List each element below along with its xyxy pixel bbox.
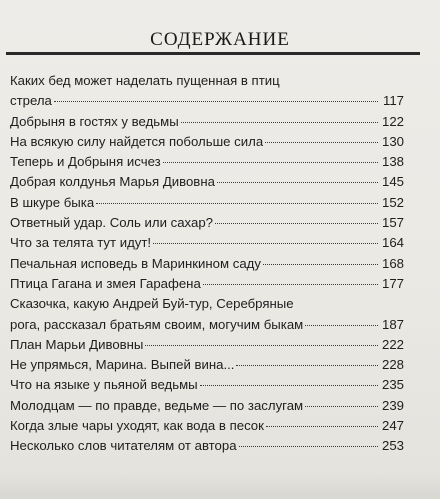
toc-entry: [10, 254, 404, 274]
toc-page-number: 152: [381, 194, 404, 210]
toc-entry-title: Печальная исповедь в Маринкином саду: [10, 255, 261, 271]
toc-entry-title: Что за телята тут идут!: [10, 235, 152, 251]
toc-page-number: 122: [381, 113, 404, 129]
toc-entry-title: Не упрямься, Марина. Выпей вина...: [10, 357, 235, 373]
toc-page-number: 228: [381, 357, 404, 373]
toc-entry-line: [10, 315, 404, 335]
toc-page-number: 235: [381, 377, 404, 393]
dot-leader: [181, 121, 378, 123]
toc-entry-line: [10, 91, 404, 111]
dot-leader: [263, 263, 378, 265]
toc-entry-line: [10, 355, 404, 375]
toc-entry-line: [10, 335, 404, 355]
dot-leader: [54, 100, 378, 102]
toc-page-number: 247: [381, 418, 404, 434]
toc-entry-title: В шкуре быка: [10, 194, 95, 210]
toc-entry-line: [10, 436, 404, 456]
toc-entry: [10, 335, 404, 355]
toc-entry: [10, 233, 404, 253]
toc-page-number: 138: [381, 154, 404, 170]
toc-page-number: 253: [381, 438, 404, 454]
dot-leader: [153, 242, 378, 244]
title-divider: [6, 52, 420, 55]
dot-leader: [239, 445, 378, 447]
toc-entry-line: [10, 254, 404, 274]
toc-entry-title: рога, рассказал братьям своим, могучим быкам: [10, 316, 304, 332]
dot-leader: [163, 161, 378, 163]
dot-leader: [266, 425, 378, 427]
toc-entry-title: Добрая колдунья Марья Дивовна: [10, 174, 215, 190]
toc-entry-line: [10, 396, 404, 416]
toc-page-number: 117: [382, 93, 404, 109]
toc-entry: [10, 274, 404, 294]
page-shadow: [0, 471, 440, 499]
toc-page-number: 145: [381, 174, 404, 190]
toc-page-number: 164: [381, 235, 404, 251]
dot-leader: [265, 141, 378, 143]
dot-leader: [96, 202, 378, 204]
toc-entry-line: [10, 274, 404, 294]
toc-entry: [10, 132, 404, 152]
toc-entry: [10, 416, 404, 436]
toc-page-number: 177: [381, 275, 404, 291]
table-of-contents: [10, 71, 404, 457]
toc-entry: [10, 193, 404, 213]
toc-entry: [10, 71, 404, 112]
toc-entry-line: [10, 152, 404, 172]
toc-entry-line: [10, 193, 404, 213]
dot-leader: [200, 384, 378, 386]
toc-entry-title: Молодцам — по правде, ведьме — по заслугам: [10, 397, 304, 413]
toc-entry-title: Несколько слов читателям от автора: [10, 438, 237, 454]
toc-page-number: 222: [381, 336, 404, 352]
toc-entry-title: Что на языке у пьяной ведьмы: [10, 377, 198, 393]
toc-entry-line: [10, 132, 404, 152]
toc-entry-title: стрела: [10, 93, 52, 109]
toc-entry: [10, 213, 404, 233]
toc-entry-line: [10, 233, 404, 253]
dot-leader: [305, 324, 378, 326]
toc-page-number: 168: [381, 255, 404, 271]
toc-entry: [10, 152, 404, 172]
toc-page-number: 239: [381, 397, 404, 413]
toc-entry: [10, 375, 404, 395]
toc-entry-line: [10, 416, 404, 436]
toc-entry-title: На всякую силу найдется побольше сила: [10, 133, 264, 149]
dot-leader: [236, 364, 378, 366]
dot-leader: [145, 344, 378, 346]
toc-entry-line: [10, 112, 404, 132]
dot-leader: [215, 222, 378, 224]
toc-entry-line: [10, 375, 404, 395]
dot-leader: [203, 283, 378, 285]
toc-entry: [10, 396, 404, 416]
toc-page-number: 130: [381, 133, 404, 149]
toc-entry: [10, 172, 404, 192]
toc-entry-title: Добрыня в гостях у ведьмы: [10, 113, 179, 129]
toc-entry: [10, 112, 404, 132]
toc-entry: [10, 355, 404, 375]
toc-page-number: 187: [381, 316, 404, 332]
toc-entry-title-line: Каких бед может наделать пущенная в птиц: [10, 73, 280, 88]
toc-entry-line: [10, 172, 404, 192]
toc-entry-title-line: Сказочка, какую Андрей Буй-тур, Серебряные: [10, 296, 294, 312]
toc-entry-title: Теперь и Добрыня исчез: [10, 154, 161, 170]
toc-entry-line: [10, 213, 404, 233]
page-title: СОДЕРЖАНИЕ: [150, 29, 290, 50]
toc-entry-title: Птица Гагана и змея Гарафена: [10, 275, 201, 291]
toc-page-number: 157: [381, 215, 404, 231]
dot-leader: [305, 405, 378, 407]
toc-entry-title: Ответный удар. Соль или сахар?: [10, 215, 213, 231]
toc-entry-title: Когда злые чары уходят, как вода в песок: [10, 418, 264, 434]
dot-leader: [217, 181, 378, 183]
toc-entry: [10, 436, 404, 456]
toc-entry-title: План Марьи Дивовны: [10, 336, 144, 352]
toc-entry: [10, 294, 404, 335]
